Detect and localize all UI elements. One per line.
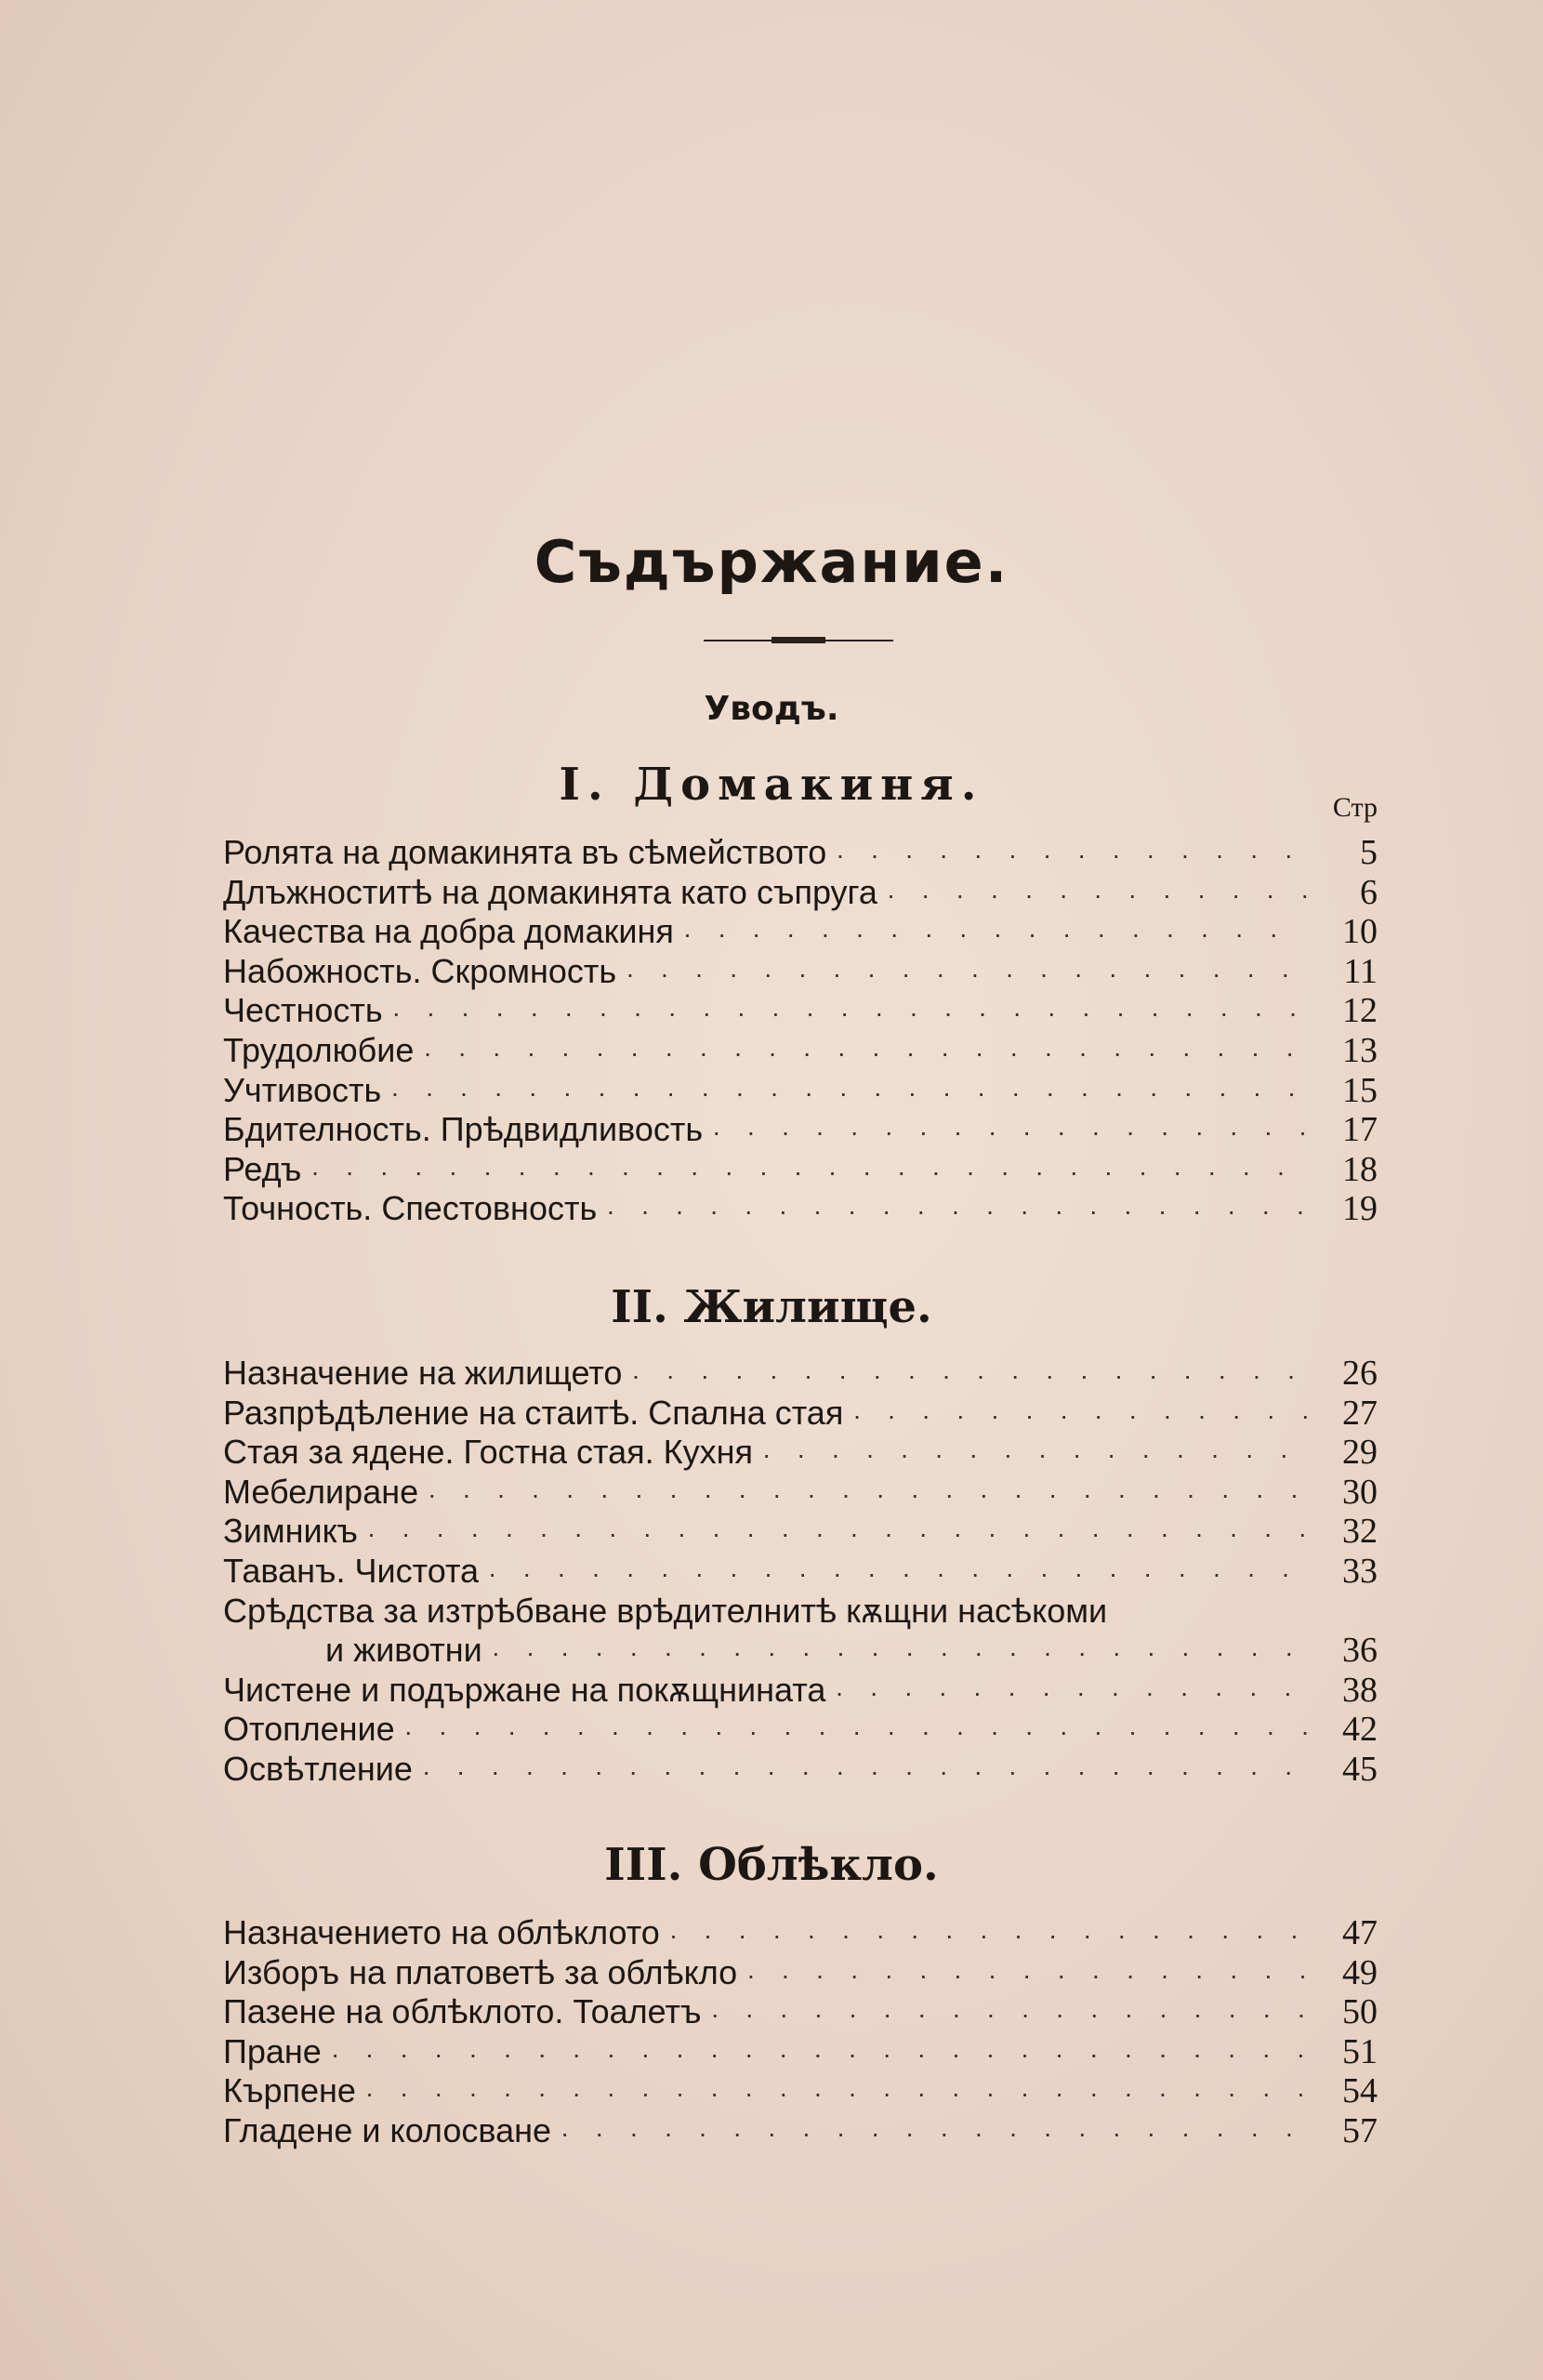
toc-list-chapter-3 [223, 1913, 1378, 2151]
toc-entry-page: 17 [1342, 1110, 1378, 1150]
toc-entry-page: 29 [1342, 1433, 1378, 1473]
toc-entry-page: 50 [1342, 1992, 1378, 2032]
leader-dots [683, 915, 1307, 955]
toc-entry [223, 1394, 1378, 1434]
toc-entry [223, 1189, 1378, 1229]
leader-dots [390, 1074, 1307, 1114]
toc-entry-page: 13 [1342, 1030, 1378, 1070]
intro-heading: Уводъ. [704, 690, 839, 728]
toc-entry-label: Точность. Спестовность [223, 1189, 598, 1228]
leader-dots [712, 1113, 1307, 1153]
toc-entry [223, 1710, 1378, 1750]
toc-entry-label: Гладене и колосване [223, 2110, 552, 2149]
toc-entry-page: 57 [1342, 2110, 1378, 2150]
leader-dots [331, 2035, 1307, 2075]
toc-entry-label: Набожность. Скромность [223, 951, 617, 990]
leader-dots [762, 1435, 1307, 1475]
toc-entry [223, 2032, 1378, 2072]
leader-dots [852, 1396, 1307, 1436]
leader-dots [392, 994, 1307, 1034]
toc-entry-page: 15 [1342, 1070, 1378, 1110]
toc-entry [223, 1031, 1378, 1071]
toc-entry-page: 42 [1342, 1710, 1378, 1750]
toc-entry-page: 18 [1342, 1149, 1378, 1189]
leader-dots [422, 1752, 1307, 1792]
toc-list-chapter-1 [223, 833, 1378, 1229]
toc-entry-page: 54 [1342, 2071, 1378, 2111]
toc-entry [223, 912, 1378, 952]
toc-entry-label: Кърпене [223, 2071, 356, 2110]
toc-entry [223, 1512, 1378, 1552]
leader-dots [710, 1995, 1307, 2035]
toc-entry-page: 49 [1342, 1952, 1378, 1992]
leader-dots [428, 1475, 1307, 1515]
leader-dots [746, 1956, 1307, 1996]
leader-dots [492, 1633, 1307, 1673]
leader-dots [887, 876, 1307, 916]
toc-entry [223, 1150, 1378, 1190]
toc-entry-label: Пране [223, 2031, 322, 2070]
toc-entry-label: Срѣдства за изтрѣбване врѣдителнитѣ кѫщни насѣкоми [223, 1591, 1108, 1630]
title-divider-center [772, 637, 825, 643]
leader-dots [669, 1916, 1307, 1956]
toc-entry [223, 1110, 1378, 1150]
chapter-heading-1: I. Домакиня. [559, 759, 984, 811]
toc-entry [223, 952, 1378, 992]
leader-dots [423, 1034, 1307, 1074]
toc-entry-label: Разпрѣдѣление на стаитѣ. Спална стая [223, 1393, 844, 1432]
toc-entry-label: Длъжноститѣ на домакинята като съпруга [223, 872, 877, 911]
toc-entry-page: 30 [1342, 1472, 1378, 1512]
toc-entry [223, 2111, 1378, 2151]
toc-entry-label: Ролята на домакинята въ сѣмейството [223, 833, 827, 871]
toc-entry [223, 1913, 1378, 1953]
toc-entry [223, 1071, 1378, 1111]
toc-entry-label: Чистене и подържане на покѫщнината [223, 1670, 826, 1709]
page-column-header: Стр [1332, 792, 1378, 823]
toc-entry-label: Мебелиране [223, 1472, 419, 1511]
chapter-heading-3: III. Облѣкло. [604, 1839, 939, 1891]
toc-entry-label: Бдителность. Прѣдвидливость [223, 1110, 704, 1149]
toc-entry [223, 1552, 1378, 1592]
toc-entry [223, 1671, 1378, 1711]
toc-entry-page: 27 [1342, 1393, 1378, 1433]
leader-dots [836, 836, 1307, 876]
leader-dots [488, 1554, 1307, 1594]
toc-entry-label-continuation: и животни [325, 1631, 482, 1670]
toc-entry [223, 833, 1378, 873]
toc-entry-label: Изборъ на платоветѣ за облѣкло [223, 1952, 738, 1991]
toc-entry [223, 1992, 1378, 2032]
toc-entry-page: 26 [1342, 1354, 1378, 1393]
toc-entry [223, 1592, 1378, 1632]
toc-entry [223, 1750, 1378, 1790]
leader-dots [835, 1673, 1307, 1713]
toc-entry-continuation [223, 1631, 1378, 1671]
chapter-heading-2: II. Жилище. [611, 1281, 932, 1333]
toc-entry-label: Назначение на жилището [223, 1354, 623, 1392]
toc-entry-label: Честность [223, 991, 383, 1030]
toc-entry-page: 51 [1342, 2031, 1378, 2071]
toc-entry-page: 47 [1342, 1913, 1378, 1952]
leader-dots [310, 1153, 1307, 1193]
toc-entry-page: 32 [1342, 1512, 1378, 1552]
leader-dots [631, 1356, 1307, 1396]
leader-dots [404, 1712, 1307, 1752]
toc-entry-label: Зимникъ [223, 1512, 358, 1551]
toc-list-chapter-2 [223, 1354, 1378, 1790]
toc-entry [223, 1433, 1378, 1473]
toc-entry-label: Стая за ядене. Гостна стая. Кухня [223, 1433, 754, 1472]
toc-entry-label: Освѣтление [223, 1749, 413, 1788]
leader-dots [626, 955, 1307, 995]
toc-entry [223, 991, 1378, 1031]
toc-entry-label: Редъ [223, 1149, 302, 1188]
toc-entry [223, 873, 1378, 913]
toc-entry-page: 5 [1360, 833, 1378, 872]
toc-entry-label: Отопление [223, 1710, 395, 1749]
toc-entry-page: 10 [1342, 912, 1378, 952]
leader-dots [560, 2114, 1307, 2154]
toc-entry-page: 38 [1342, 1670, 1378, 1710]
toc-entry [223, 1473, 1378, 1513]
toc-entry-label: Трудолюбие [223, 1030, 415, 1069]
leader-dots [365, 2074, 1307, 2114]
page-title: Съдържание. [534, 528, 1009, 596]
toc-entry-label: Учтивость [223, 1070, 382, 1109]
toc-entry-page: 11 [1343, 951, 1378, 991]
toc-entry [223, 2071, 1378, 2111]
toc-entry [223, 1354, 1378, 1394]
toc-entry-page: 45 [1342, 1749, 1378, 1789]
toc-entry-label: Качества на добра домакиня [223, 912, 674, 951]
toc-entry-label: Таванъ. Чистота [223, 1551, 480, 1590]
toc-entry-page: 12 [1342, 991, 1378, 1031]
leader-dots [367, 1514, 1307, 1554]
toc-entry [223, 1953, 1378, 1993]
toc-entry-page: 6 [1360, 872, 1378, 912]
leader-dots [606, 1192, 1307, 1232]
toc-entry-label: Назначението на облѣклото [223, 1913, 660, 1951]
toc-entry-page: 19 [1342, 1189, 1378, 1229]
toc-entry-page: 36 [1342, 1631, 1378, 1671]
toc-entry-page: 33 [1342, 1551, 1378, 1591]
toc-entry-label: Пазене на облѣклото. Тоалетъ [223, 1992, 702, 2031]
